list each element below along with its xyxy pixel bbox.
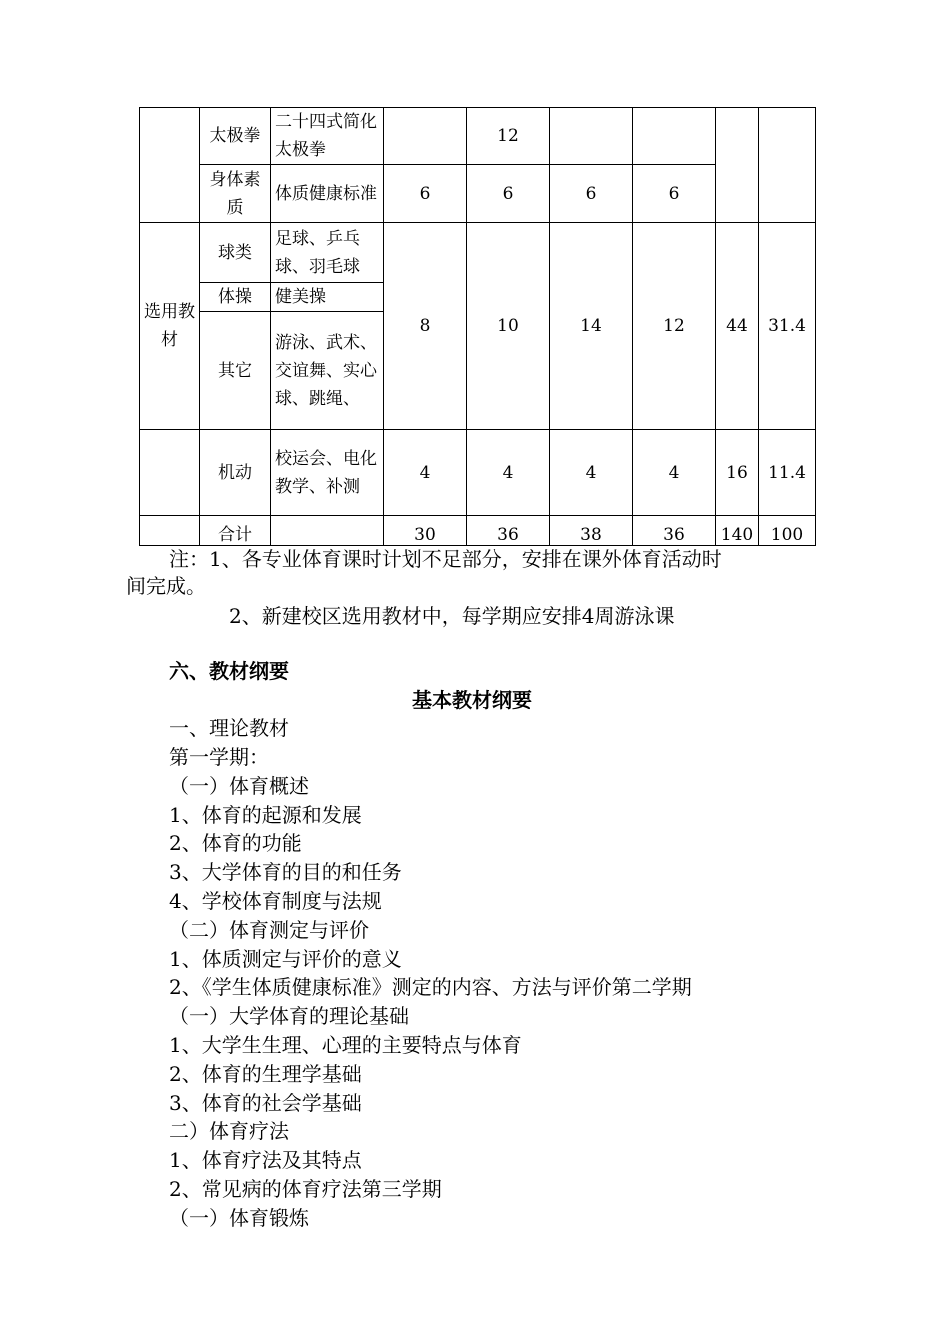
table-row xyxy=(140,165,816,223)
table-cell-term4 xyxy=(633,108,716,165)
table-cell-percent: 11.4 xyxy=(759,430,816,516)
table-cell-term2: 4 xyxy=(467,430,550,516)
table-cell-term2: 36 xyxy=(467,516,550,546)
table-cell-category: 选用教材 xyxy=(140,223,200,430)
table-row xyxy=(140,516,816,546)
table-cell-term2: 10 xyxy=(467,223,550,430)
table-cell-term1 xyxy=(384,108,467,165)
outline-line: 2、体育的生理学基础 xyxy=(169,1062,362,1086)
table-cell-content: 校运会、电化教学、补测 xyxy=(271,430,384,516)
outline-line: （二）体育测定与评价 xyxy=(169,918,369,942)
table-cell-content: 足球、乒乓球、羽毛球 xyxy=(271,223,384,283)
outline-line: （一）体育概述 xyxy=(169,774,309,798)
table-cell-percent: 31.4 xyxy=(759,223,816,430)
outline-line: 1、大学生生理、心理的主要特点与体育 xyxy=(169,1033,522,1057)
outline-line: 3、体育的社会学基础 xyxy=(169,1091,362,1115)
table-cell-term1: 30 xyxy=(384,516,467,546)
table-cell-percent xyxy=(759,108,816,223)
outline-line: 二）体育疗法 xyxy=(169,1119,289,1143)
table-cell-item: 其它 xyxy=(200,312,271,430)
table-cell-content xyxy=(271,516,384,546)
outline-line: 2、常见病的体育疗法第三学期 xyxy=(169,1177,442,1201)
outline-line: 1、体质测定与评价的意义 xyxy=(169,947,402,971)
note-1-line-1: 注：1、各专业体育课时计划不足部分，安排在课外体育活动时 xyxy=(169,547,722,571)
table-cell-item: 体操 xyxy=(200,283,271,312)
outline-line: 第一学期： xyxy=(169,745,269,769)
outline-line: （一）大学体育的理论基础 xyxy=(169,1004,409,1028)
outline-line: 3、大学体育的目的和任务 xyxy=(169,860,402,884)
table-cell-term4: 12 xyxy=(633,223,716,430)
table-cell-item: 球类 xyxy=(200,223,271,283)
table-cell-term1: 4 xyxy=(384,430,467,516)
table-cell-term3: 38 xyxy=(550,516,633,546)
table-cell-category xyxy=(140,108,200,223)
outline-line: 1、体育疗法及其特点 xyxy=(169,1148,362,1172)
table-cell-category xyxy=(140,516,200,546)
table-cell-content: 健美操 xyxy=(271,283,384,312)
outline-line: 4、学校体育制度与法规 xyxy=(169,889,382,913)
table-cell-total: 16 xyxy=(716,430,759,516)
outline-line: （一）体育锻炼 xyxy=(169,1206,309,1230)
table-cell-total: 44 xyxy=(716,223,759,430)
table-cell-term4: 36 xyxy=(633,516,716,546)
section-heading: 六、教材纲要 xyxy=(169,659,289,683)
table-cell-item: 合计 xyxy=(200,516,271,546)
table-cell-term1: 6 xyxy=(384,165,467,223)
table-cell-content: 游泳、武术、交谊舞、实心球、跳绳、 xyxy=(271,312,384,430)
table-cell-term4: 6 xyxy=(633,165,716,223)
table-cell-term2: 6 xyxy=(467,165,550,223)
outline-title: 基本教材纲要 xyxy=(412,688,532,712)
table-cell-term3 xyxy=(550,108,633,165)
table-cell-item: 太极拳 xyxy=(200,108,271,165)
table-cell-term3: 14 xyxy=(550,223,633,430)
table-cell-content: 二十四式简化太极拳 xyxy=(271,108,384,165)
table-cell-term1: 8 xyxy=(384,223,467,430)
outline-line: 2、《学生体质健康标准》测定的内容、方法与评价第二学期 xyxy=(169,975,692,999)
curriculum-hours-table xyxy=(139,107,816,546)
table-row xyxy=(140,108,816,165)
table-cell-percent: 100 xyxy=(759,516,816,546)
outline-line: 2、体育的功能 xyxy=(169,831,302,855)
note-1-line-2: 间完成。 xyxy=(126,574,206,598)
table-row xyxy=(140,223,816,283)
table-cell-term3: 4 xyxy=(550,430,633,516)
table-cell-item: 机动 xyxy=(200,430,271,516)
table-cell-content: 体质健康标准 xyxy=(271,165,384,223)
table-cell-total xyxy=(716,108,759,223)
table-cell-term4: 4 xyxy=(633,430,716,516)
outline-line: 一、理论教材 xyxy=(169,716,289,740)
note-2: 2、新建校区选用教材中，每学期应安排4周游泳课 xyxy=(229,604,675,628)
table-cell-item: 身体素质 xyxy=(200,165,271,223)
table-cell-term2: 12 xyxy=(467,108,550,165)
table-cell-category xyxy=(140,430,200,516)
table-row xyxy=(140,430,816,516)
table-cell-term3: 6 xyxy=(550,165,633,223)
table-cell-total: 140 xyxy=(716,516,759,546)
outline-line: 1、体育的起源和发展 xyxy=(169,803,362,827)
